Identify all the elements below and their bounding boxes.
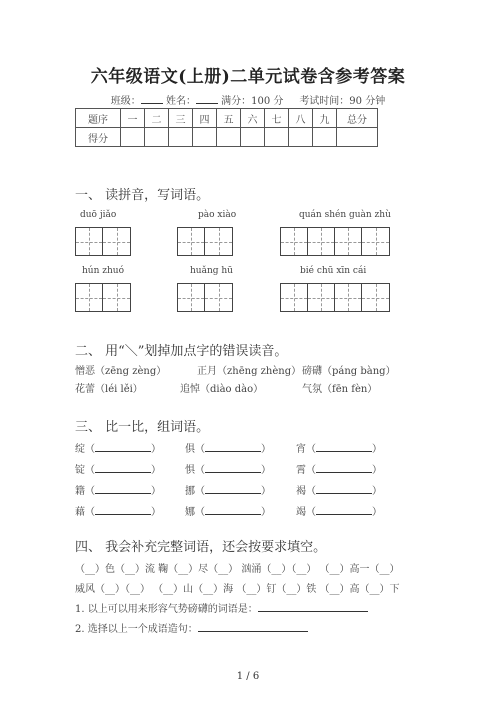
score-cell[interactable] [145,128,169,147]
grid-cell[interactable] [103,284,130,311]
compare-item: 惧（ ） [185,461,271,476]
score-row-label: 得分 [76,128,121,147]
answer-blank[interactable] [205,483,261,494]
compare-item: 锭（ ） [75,461,161,476]
grid-cell[interactable] [205,284,232,311]
compare-item: 宵（ ） [296,440,382,455]
answer-blank[interactable] [198,621,308,632]
compare-item: 竭（ ） [296,503,382,518]
answer-blank[interactable] [95,441,151,452]
answer-blank[interactable] [95,462,151,473]
compare-item: 娜（ ） [185,503,271,518]
idiom-line-2[interactable]: 威风（__）（__） （__）山（__）海 （__）钉（__）铁 （__）高（__）下 [75,584,400,595]
name-label: 姓名： [165,96,196,107]
pinyin-1: duō jiǎo [80,210,117,220]
score-cell[interactable] [337,128,378,147]
answer-blank[interactable] [258,601,368,612]
grid-cell[interactable] [178,284,205,311]
reading-item[interactable]: 追悼（diào dào） [180,384,264,395]
answer-blank[interactable] [95,483,151,494]
exam-info [0,92,496,107]
table-header-cell: 七 [265,109,289,128]
reading-item[interactable]: 花蕾（léi lěi） [75,384,143,395]
table-header-cell: 六 [241,109,265,128]
score-cell[interactable] [313,128,337,147]
table-header-cell: 一 [121,109,145,128]
answer-blank[interactable] [316,441,372,452]
page-title: 六年级语文(上册)二单元试卷含参考答案 [90,67,406,87]
compare-char: 娜 [185,507,195,518]
table-header-cell: 三 [169,109,193,128]
writing-grid-3[interactable] [280,227,390,256]
writing-grid-6[interactable] [280,283,390,312]
compare-char: 俱 [185,444,195,455]
compare-item: 俱（ ） [185,440,271,455]
writing-grid-2[interactable] [177,227,233,256]
grid-cell[interactable] [335,284,362,311]
pinyin-3: quán shén guàn zhù [299,210,391,220]
table-header-cell: 四 [193,109,217,128]
table-header-cell: 总分 [337,109,378,128]
score-cell[interactable] [169,128,193,147]
answer-blank[interactable] [205,504,261,515]
table-header-cell: 二 [145,109,169,128]
pinyin-5: huǎng hū [190,266,233,276]
grid-cell[interactable] [362,284,389,311]
answer-blank[interactable] [316,504,372,515]
grid-cell[interactable] [335,228,362,255]
exam-time: 考试时间：90 分钟 [299,96,386,107]
reading-item[interactable]: 磅礴（páng bàng） [302,366,396,377]
table-header-cell: 五 [217,109,241,128]
writing-grid-1[interactable] [75,227,131,256]
page-number: 1 / 6 [236,671,260,682]
class-label: 班级： [110,96,141,107]
compare-item: 褐（ ） [296,482,382,497]
compare-char: 褐 [296,486,306,497]
score-table-row [76,128,378,147]
compare-char: 挪 [185,486,195,497]
writing-grid-4[interactable] [75,283,131,312]
idiom-line-1[interactable]: （__）色（__）流 鞠（__）尽（__） 汹涌（__）（__） （__）高一（__） [75,564,400,575]
section4-heading: 四、 我会补充完整词语，还会按要求填空。 [75,540,327,555]
compare-char: 绽 [75,444,85,455]
table-header-cell: 八 [289,109,313,128]
compare-char: 霄 [296,465,306,476]
score-cell[interactable] [217,128,241,147]
reading-item[interactable]: 气氛（fēn fèn） [302,384,378,395]
grid-cell[interactable] [103,228,130,255]
score-cell[interactable] [241,128,265,147]
compare-char: 宵 [296,444,306,455]
table-header-cell: 九 [313,109,337,128]
grid-cell[interactable] [308,284,335,311]
score-cell[interactable] [193,128,217,147]
score-table [75,108,378,147]
answer-blank[interactable] [205,462,261,473]
answer-blank[interactable] [316,483,372,494]
grid-cell[interactable] [205,228,232,255]
answer-blank[interactable] [205,441,261,452]
section2-heading: 二、 用“＼”划掉加点字的错误读音。 [75,344,288,359]
score-cell[interactable] [265,128,289,147]
answer-blank[interactable] [316,462,372,473]
compare-char: 竭 [296,507,306,518]
grid-cell[interactable] [362,228,389,255]
compare-item: 藉（ ） [75,503,161,518]
grid-cell[interactable] [281,228,308,255]
score-cell[interactable] [289,128,313,147]
grid-cell[interactable] [178,228,205,255]
question-2-text: 2. 选择以上一个成语造句： [75,624,198,635]
question-1 [75,600,368,615]
grid-cell[interactable] [308,228,335,255]
compare-char: 惧 [185,465,195,476]
table-header-cell: 题序 [76,109,121,128]
pinyin-2: pào xiào [198,210,237,220]
grid-cell[interactable] [76,284,103,311]
question-2 [75,620,308,635]
grid-cell[interactable] [281,284,308,311]
compare-char: 藉 [75,507,85,518]
reading-item[interactable]: 正月（zhēng zhèng） [197,366,302,377]
compare-item: 绽（ ） [75,440,161,455]
pinyin-6: bié chū xīn cái [300,266,367,276]
answer-blank[interactable] [95,504,151,515]
name-blank [196,94,218,104]
writing-grid-5[interactable] [177,283,233,312]
compare-char: 籍 [75,486,85,497]
compare-item: 挪（ ） [185,482,271,497]
compare-item: 籍（ ） [75,482,161,497]
score-cell[interactable] [121,128,145,147]
section3-heading: 三、 比一比，组词语。 [75,420,210,435]
full-score: 满分：100 分 [221,96,284,107]
pinyin-4: hún zhuó [82,266,125,276]
score-table-header [76,109,378,128]
class-blank [141,94,163,104]
question-1-text: 1. 以上可以用来形容气势磅礴的词语是： [75,604,258,615]
reading-item[interactable]: 憎恶（zēng zèng） [75,366,167,377]
compare-item: 霄（ ） [296,461,382,476]
grid-cell[interactable] [76,228,103,255]
compare-char: 锭 [75,465,85,476]
section1-heading: 一、 读拼音，写词语。 [75,188,210,203]
